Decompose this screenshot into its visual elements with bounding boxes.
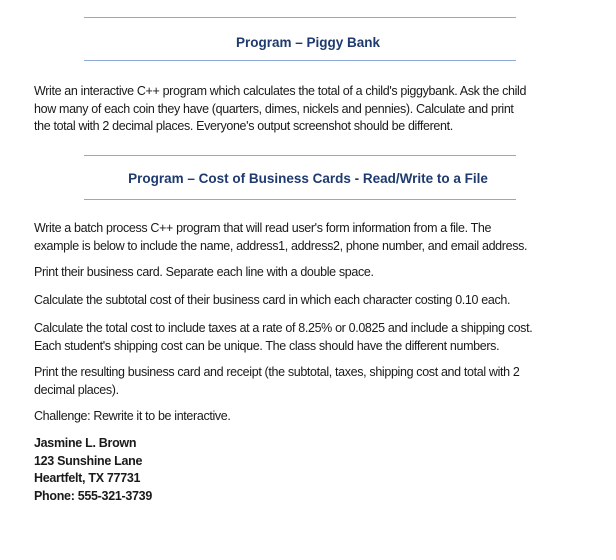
piggy-bank-heading-rule bbox=[84, 60, 516, 61]
business-cards-paragraph-intro: Write a batch process C++ program that will read user's form information from a file. The example is below to include the name, address1, address2, phone number, and email address. bbox=[34, 221, 528, 253]
contact-name: Jasmine L. Brown bbox=[34, 436, 137, 450]
contact-phone: Phone: 555-321-3739 bbox=[34, 488, 152, 503]
piggy-bank-description: Write an interactive C++ program which calculates the total of a child's piggybank. Ask the child how many of each coin they have (quarters, dimes, nickels and pennies). Calculate and print the total with 2 decimal places. Everyone's output screenshot should be different. bbox=[34, 84, 527, 133]
contact-address1: 123 Sunshine Lane bbox=[34, 453, 143, 468]
business-cards-paragraph-total: Calculate the total cost to include taxes at a rate of 8.25% or 0.0825 and include a shipping cost. Each student's shipping cost can be unique. The class should have the different numbers. bbox=[34, 321, 533, 353]
business-cards-paragraph-print: Print their business card. Separate each line with a double space. bbox=[34, 265, 374, 279]
business-cards-heading-rule bbox=[84, 199, 516, 200]
piggy-bank-heading: Program – Piggy Bank bbox=[235, 35, 381, 50]
contact-address2: Heartfelt, TX 77731 bbox=[34, 471, 141, 485]
business-cards-paragraph-subtotal: Calculate the subtotal cost of their business card in which each character costing 0.10 each. bbox=[34, 293, 511, 307]
top-rule bbox=[84, 17, 516, 18]
business-cards-paragraph-receipt: Print the resulting business card and receipt (the subtotal, taxes, shipping cost and total with 2 decimal places). bbox=[34, 365, 520, 397]
business-cards-heading: Program – Cost of Business Cards - Read/Write to a File bbox=[128, 171, 488, 186]
business-cards-top-rule bbox=[84, 155, 516, 156]
business-cards-paragraph-challenge: Challenge: Rewrite it to be interactive. bbox=[34, 409, 231, 423]
example-business-card bbox=[34, 435, 152, 505]
